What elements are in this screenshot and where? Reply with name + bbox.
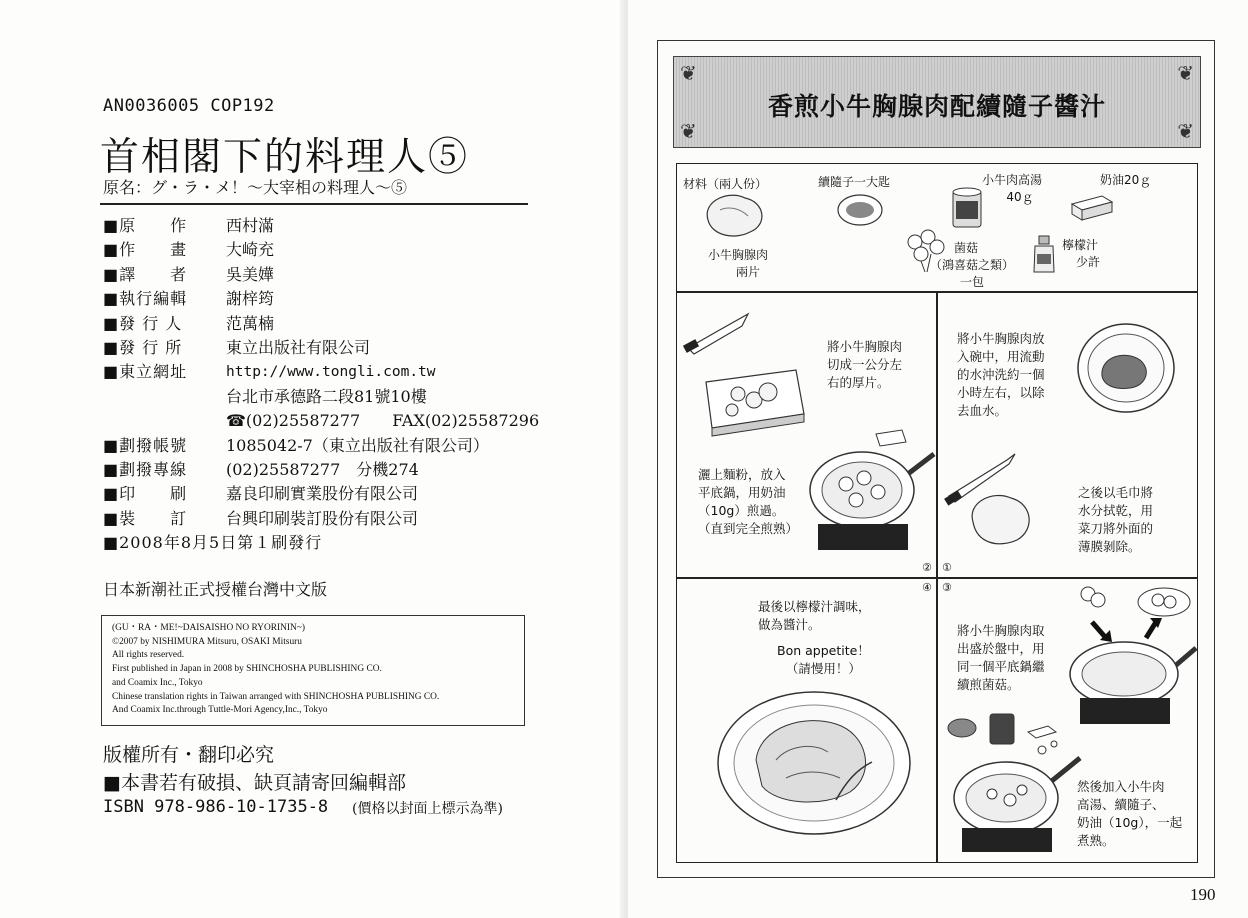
pan-stock-illustration-icon <box>952 744 1082 854</box>
plated-dish-illustration-icon <box>716 690 912 836</box>
title-rule <box>100 203 528 205</box>
butter-block-illustration-icon <box>1068 192 1116 222</box>
recipe-title: 香煎小牛胸腺肉配續隨子醬汁 <box>767 92 1106 121</box>
step-number-1: ① <box>942 561 952 574</box>
ingredient-butter: 奶油20ｇ <box>1100 173 1152 187</box>
credit-row-date: ■2008年8月5日第１刷發行 <box>103 533 323 553</box>
damage-report-note: ■本書若有破損、缺頁請寄回編輯部 <box>103 772 406 794</box>
credit-row: ■譯 者 吳美嬅 <box>103 264 275 284</box>
step-lemon-sauce: 最後以檸檬汁調味， 做為醬汁。 <box>758 599 871 632</box>
copyright-box: (GU・RA・ME!~DAISAISHO NO RYORININ~) ©2007 by NISHIMURA Mitsuru, OSAKI Mitsuru All rights reserved. First published in Japan in 2008 by SHINCHOSHA PUBLISHING CO. and Coamix Inc., Tokyo Chinese translation rights in Taiwan arranged with SHINCHOSHA PUBLISHING CO. And Coamix Inc.through Tuttle-Mori Agency,Inc., Tokyo <box>101 615 525 726</box>
isbn: ISBN 978-986-10-1735-8 <box>103 797 329 817</box>
frying-pan-illustration-icon <box>806 428 936 556</box>
lemon-juice-bottle-icon <box>1030 234 1058 276</box>
credit-row: ■劃撥帳號 1085042-7（東立出版社有限公司） <box>103 435 489 455</box>
pan-mushrooms-illustration-icon <box>1066 582 1198 730</box>
flourish-ornament-icon: ❦ <box>1177 119 1194 143</box>
step-number-3: ③ <box>942 581 952 594</box>
step-number-2: ② <box>922 561 932 574</box>
stock-can-illustration-icon <box>950 186 984 232</box>
step-add-stock: 然後加入小牛肉 高湯、續隨子、 奶油（10g），一起 煮熟。 <box>1077 779 1183 848</box>
credit-row: ■發 行 所 東立出版社有限公司 <box>103 337 371 357</box>
credit-row: ■印 刷 嘉良印刷實業股份有限公司 <box>103 484 419 504</box>
ingredients-header: 材料（兩人份） <box>683 177 768 191</box>
ingredient-capers: 續隨子一大匙 <box>818 175 891 189</box>
knife-sweetbread-illustration-icon <box>947 452 1067 562</box>
recipe-banner <box>673 56 1201 148</box>
mushroom-illustration-icon <box>903 228 949 274</box>
authorization-note: 日本新潮社正式授權台灣中文版 <box>103 580 328 599</box>
step-dry-peel: 之後以毛巾將 水分拭乾，用 菜刀將外面的 薄膜剝除。 <box>1078 485 1154 554</box>
page-number: 190 <box>1190 885 1216 904</box>
book-code: AN0036005 COP192 <box>103 96 275 116</box>
ingredient-mushroom: 菌菇 （鴻喜菇之類） 一包 <box>930 241 1015 289</box>
credit-row: ■裝 訂 台興印刷裝訂股份有限公司 <box>103 508 419 528</box>
flourish-ornament-icon: ❦ <box>1177 61 1194 85</box>
flourish-ornament-icon: ❦ <box>680 61 697 85</box>
ingredient-stock: 小牛肉高湯 40ｇ <box>982 173 1043 204</box>
step-flour-pan: 灑上麵粉，放入 平底鍋，用奶油 （10g）煎過。 （直到完全煎熟） <box>698 467 799 536</box>
credit-row-address: 台北市承德路二段81號10樓 <box>226 386 427 406</box>
flourish-ornament-icon: ❦ <box>680 119 697 143</box>
knife-cutting-board-illustration-icon <box>686 312 776 442</box>
credit-row-website: ■東立網址 http://www.tongli.com.tw <box>103 360 543 384</box>
step-cut-slices: 將小牛胸腺肉 切成一公分左 右的厚片。 <box>827 339 903 390</box>
credits-list <box>103 214 543 555</box>
step-number-4: ④ <box>922 581 932 594</box>
ingredient-sweetbread: 小牛胸腺肉 兩片 <box>708 248 769 279</box>
price-note: (價格以封面上標示為準) <box>352 801 503 817</box>
ingredient-lemon: 檸檬汁 少許 <box>1062 238 1101 269</box>
credit-row: ■發 行 人 范萬楠 <box>103 313 275 333</box>
bon-appetit: Bon appetite！ （請慢用！） <box>777 643 870 676</box>
sweetbread-illustration-icon <box>700 190 770 240</box>
rights-reserved: 版權所有・翻印必究 <box>103 744 275 766</box>
step-soak-bowl: 將小牛胸腺肉放 入碗中，用流動 的水沖洗約一個 小時左右，以除 去血水。 <box>957 331 1045 418</box>
book-title: 首相閣下的料理人⑤ <box>100 135 470 180</box>
credit-row: ■劃撥專線 (02)25587277 分機274 <box>103 459 419 479</box>
credit-row: ■作 畫 大崎充 <box>103 240 275 260</box>
original-title: 原名：グ・ラ・メ！～大宰相の料理人～⑤ <box>103 178 408 197</box>
credit-row-phone: ☎(02)25587277 FAX(02)25587296 <box>226 411 540 431</box>
credit-row: ■執行編輯 謝梓筠 <box>103 289 275 309</box>
bowl-illustration-icon <box>1074 320 1178 416</box>
capers-dish-illustration-icon <box>835 192 885 228</box>
credit-row: ■原 作 西村滿 <box>103 216 275 235</box>
website-link[interactable]: http://www.tongli.com.tw <box>226 364 436 381</box>
step-saute-mushrooms: 將小牛胸腺肉取 出盛於盤中，用 同一個平底鍋繼 續煎菌菇。 <box>957 623 1045 692</box>
divider <box>936 291 938 863</box>
